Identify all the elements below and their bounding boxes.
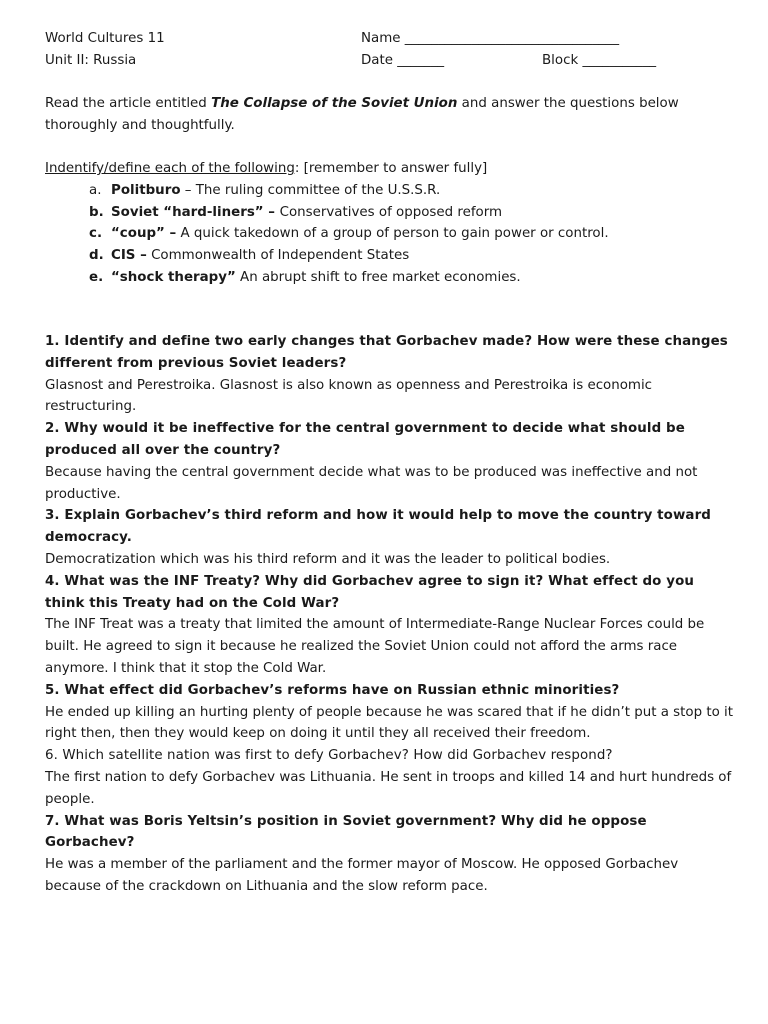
worksheet-header [45, 28, 735, 72]
answer-5: He ended up killing an hurting plenty of people because he was scared that if he didn’t put a stop to it right then, then they would keep on doing it until they all received their freedom. [45, 704, 734, 742]
answer-4: The INF Treat was a treaty that limited the amount of Intermediate-Range Nuclear Forces could be built. He agreed to sign it because he realized the Soviet Union could not afford the arms race anymore. I think that it stop the Cold War. [45, 617, 705, 676]
article-title: The Collapse of the Soviet Union [211, 96, 458, 111]
definition-letter: e. [89, 269, 104, 285]
definition-text: The ruling committee of the U.S.S.R. [195, 182, 441, 198]
definitions-heading: Indentify/define each of the following [45, 161, 295, 176]
question-5: 5. What effect did Gorbachev’s reforms have on Russian ethnic minorities? [45, 682, 620, 698]
definition-letter: b. [89, 204, 104, 220]
definition-term: CIS – [111, 248, 147, 264]
definition-item [45, 267, 735, 289]
definition-sep: – [263, 204, 280, 220]
definition-term: Politburo [111, 182, 181, 198]
definition-item [45, 202, 735, 224]
header-row-2 [45, 50, 735, 72]
question-2: 2. Why would it be ineffective for the central government to decide what should be produced all over the country? [45, 421, 685, 458]
definition-text: A quick takedown of a group of person to gain power or control. [180, 226, 609, 242]
question-3: 3. Explain Gorbachev’s third reform and how it would help to move the country toward democracy. [45, 508, 711, 546]
definition-term: “shock therapy” [111, 269, 236, 285]
question-6: 6. Which satellite nation was first to defy Gorbachev? How did Gorbachev respond? [45, 748, 613, 764]
question-1: 1. Identify and define two early changes that Gorbachev made? How were these changes different from previous Soviet leaders? [45, 334, 728, 371]
block-field: Block ___________ [542, 52, 657, 68]
definitions-heading-line [45, 158, 735, 180]
definition-item [45, 180, 735, 202]
instructions-paragraph [45, 93, 735, 137]
definitions-heading-suffix: : [remember to answer fully] [294, 161, 488, 176]
date-field: Date _______ [361, 52, 445, 68]
definition-text: Conservatives of opposed reform [279, 204, 503, 220]
definition-item [45, 223, 735, 245]
definition-sep: – [180, 182, 196, 198]
intro-suffix: and answer the questions below thoroughly and thoughtfully. [45, 96, 679, 133]
definition-text: An abrupt shift to free market economies. [240, 269, 521, 285]
course-title: World Cultures 11 [45, 31, 165, 46]
definition-item [45, 245, 735, 267]
intro-prefix: Read the article entitled [45, 96, 212, 111]
question-4: 4. What was the INF Treaty? Why did Gorbachev agree to sign it? What effect do you think this Treaty had on the Cold War? [45, 573, 695, 611]
definition-text: Commonwealth of Independent States [151, 248, 410, 264]
answer-2: Because having the central government decide what was to be produced was ineffective and not productive. [45, 464, 698, 502]
name-field: Name ________________________________ [361, 31, 620, 46]
definitions-section [45, 158, 735, 289]
header-row-1 [45, 28, 735, 50]
definition-term: Soviet “hard-liners” [111, 204, 264, 220]
definitions-list [45, 180, 735, 289]
definition-letter: a. [89, 182, 102, 198]
question-7: 7. What was Boris Yeltsin’s position in Soviet government? Why did he oppose Gorbachev? [45, 813, 647, 851]
answer-3: Democratization which was his third reform and it was the leader to political bodies. [45, 551, 611, 567]
definition-term: “coup” – [111, 226, 177, 242]
unit-label: Unit II: Russia [45, 52, 137, 68]
answer-7: He was a member of the parliament and the former mayor of Moscow. He opposed Gorbachev because of the crackdown on Lithuania and the slow reform pace. [45, 857, 679, 894]
answer-1: Glasnost and Perestroika. Glasnost is also known as openness and Perestroika is economic restructuring. [45, 377, 653, 415]
answer-6: The first nation to defy Gorbachev was Lithuania. He sent in troops and killed 14 and hurt hundreds of people. [45, 769, 732, 807]
definition-letter: c. [89, 226, 103, 242]
definition-letter: d. [89, 248, 104, 264]
questions-section [45, 331, 735, 898]
